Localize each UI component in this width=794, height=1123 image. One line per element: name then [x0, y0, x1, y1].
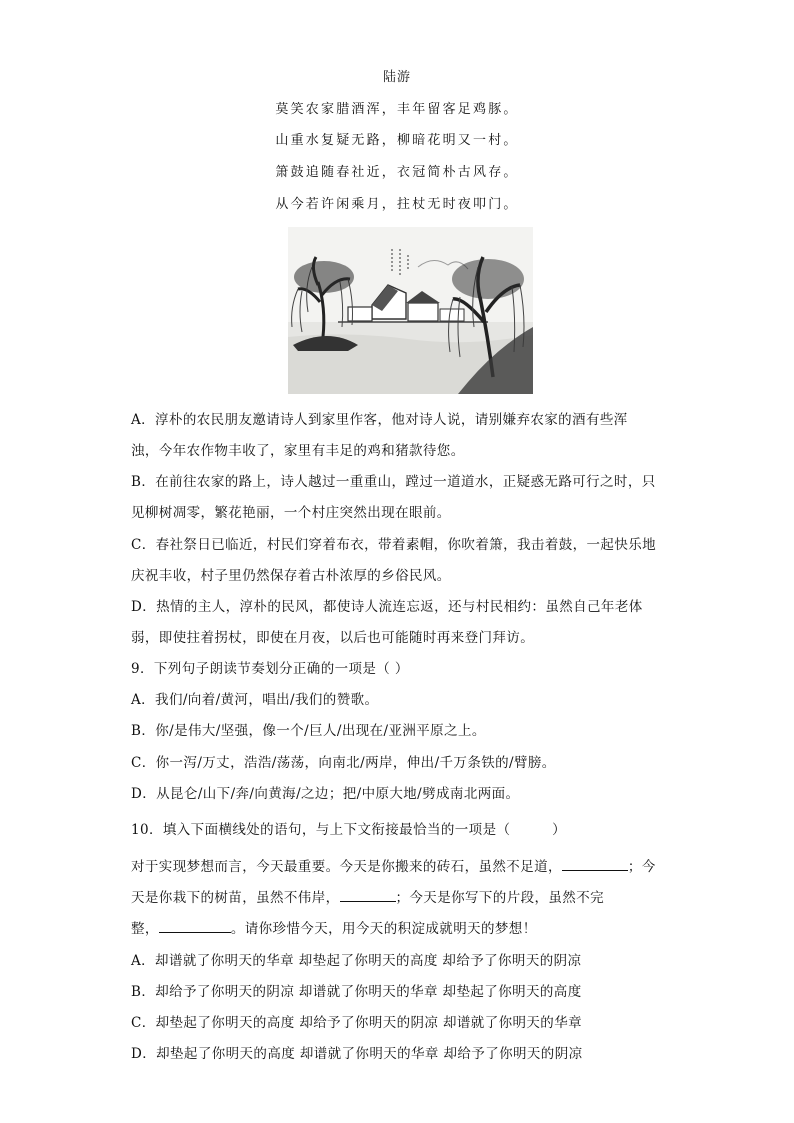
- option-c-line-2: 庆祝丰收，村子里仍然保存着古朴浓厚的乡俗民风。: [131, 568, 451, 584]
- question-10-option-c: C．却垫起了你明天的高度 却给予了你明天的阴凉 却谱就了你明天的华章: [131, 1015, 583, 1031]
- option-c-line-1: C．春社祭日已临近，村民们穿着布衣，带着素帽，你吹着箫，我击着鼓，一起快乐地: [131, 537, 657, 553]
- option-a-line-2: 浊，今年农作物丰收了，家里有丰足的鸡和猪款待您。: [131, 443, 465, 459]
- question-10-option-d: D．却垫起了你明天的高度 却谱就了你明天的华章 却给予了你明天的阴凉: [131, 1046, 583, 1062]
- option-b-line-2: 见柳树凋零，繁花艳丽，一个村庄突然出现在眼前。: [131, 505, 451, 521]
- poem-author: 陆游: [382, 70, 411, 85]
- question-9-option-c: C．你一泻/万丈，浩浩/荡荡，向南北/两岸，伸出/千万条铁的/臂膀。: [131, 755, 556, 771]
- option-b-line-1: B．在前往农家的路上，诗人越过一重重山，蹚过一道道水，正疑惑无路可行之时，只: [131, 474, 656, 490]
- question-9-option-a: A．我们/向着/黄河，唱出/我们的赞歌。: [131, 692, 379, 708]
- option-a-line-1: A．淳朴的农民朋友邀请诗人到家里作客，他对诗人说，请别嫌弃农家的酒有些浑: [131, 412, 628, 428]
- option-d-line-2: 弱，即使拄着拐杖，即使在月夜，以后也可能随时再来登门拜访。: [131, 630, 535, 646]
- question-9-stem: 9．下列句子朗读节奏划分正确的一项是（ ）: [131, 661, 409, 677]
- question-9-option-d: D．从昆仑/山下/奔/向黄海/之边；把/中原大地/劈成南北两面。: [131, 786, 520, 802]
- ink-painting-image: [288, 227, 533, 394]
- question-10-passage-line-1: 对于实现梦想而言，今天最重要。今天是你搬来的砖石，虽然不足道， ；今: [131, 859, 656, 875]
- answer-blank[interactable]: [159, 920, 231, 933]
- question-10-option-b: B．却给予了你明天的阴凉 却谱就了你明天的华章 却垫起了你明天的高度: [131, 984, 582, 1000]
- question-10-passage-line-2: 天是你栽下的树苗，虽然不伟岸， ；今天是你写下的片段，虽然不完: [131, 890, 604, 906]
- answer-blank[interactable]: [562, 858, 628, 871]
- poem-line: 莫笑农家腊酒浑，丰年留客足鸡豚。: [275, 102, 519, 117]
- question-10-passage-line-3: 整， 。请你珍惜今天，用今天的积淀成就明天的梦想！: [131, 921, 537, 937]
- option-d-line-1: D．热情的主人，淳朴的民风，都使诗人流连忘返，还与村民相约：虽然自己年老体: [131, 599, 643, 615]
- poem-line: 从今若许闲乘月，拄杖无时夜叩门。: [275, 197, 519, 212]
- question-10-option-a: A．却谱就了你明天的华章 却垫起了你明天的高度 却给予了你明天的阴凉: [131, 953, 582, 969]
- answer-blank[interactable]: [340, 889, 396, 902]
- question-9-option-b: B．你/是伟大/坚强，像一个/巨人/出现在/亚洲平原之上。: [131, 723, 486, 739]
- poem-line: 山重水复疑无路，柳暗花明又一村。: [275, 133, 519, 148]
- poem-line: 箫鼓追随春社近，衣冠简朴古风存。: [275, 165, 519, 180]
- question-10-stem: 10．填入下面横线处的语句，与上下文衔接最恰当的一项是（ ）: [131, 822, 566, 838]
